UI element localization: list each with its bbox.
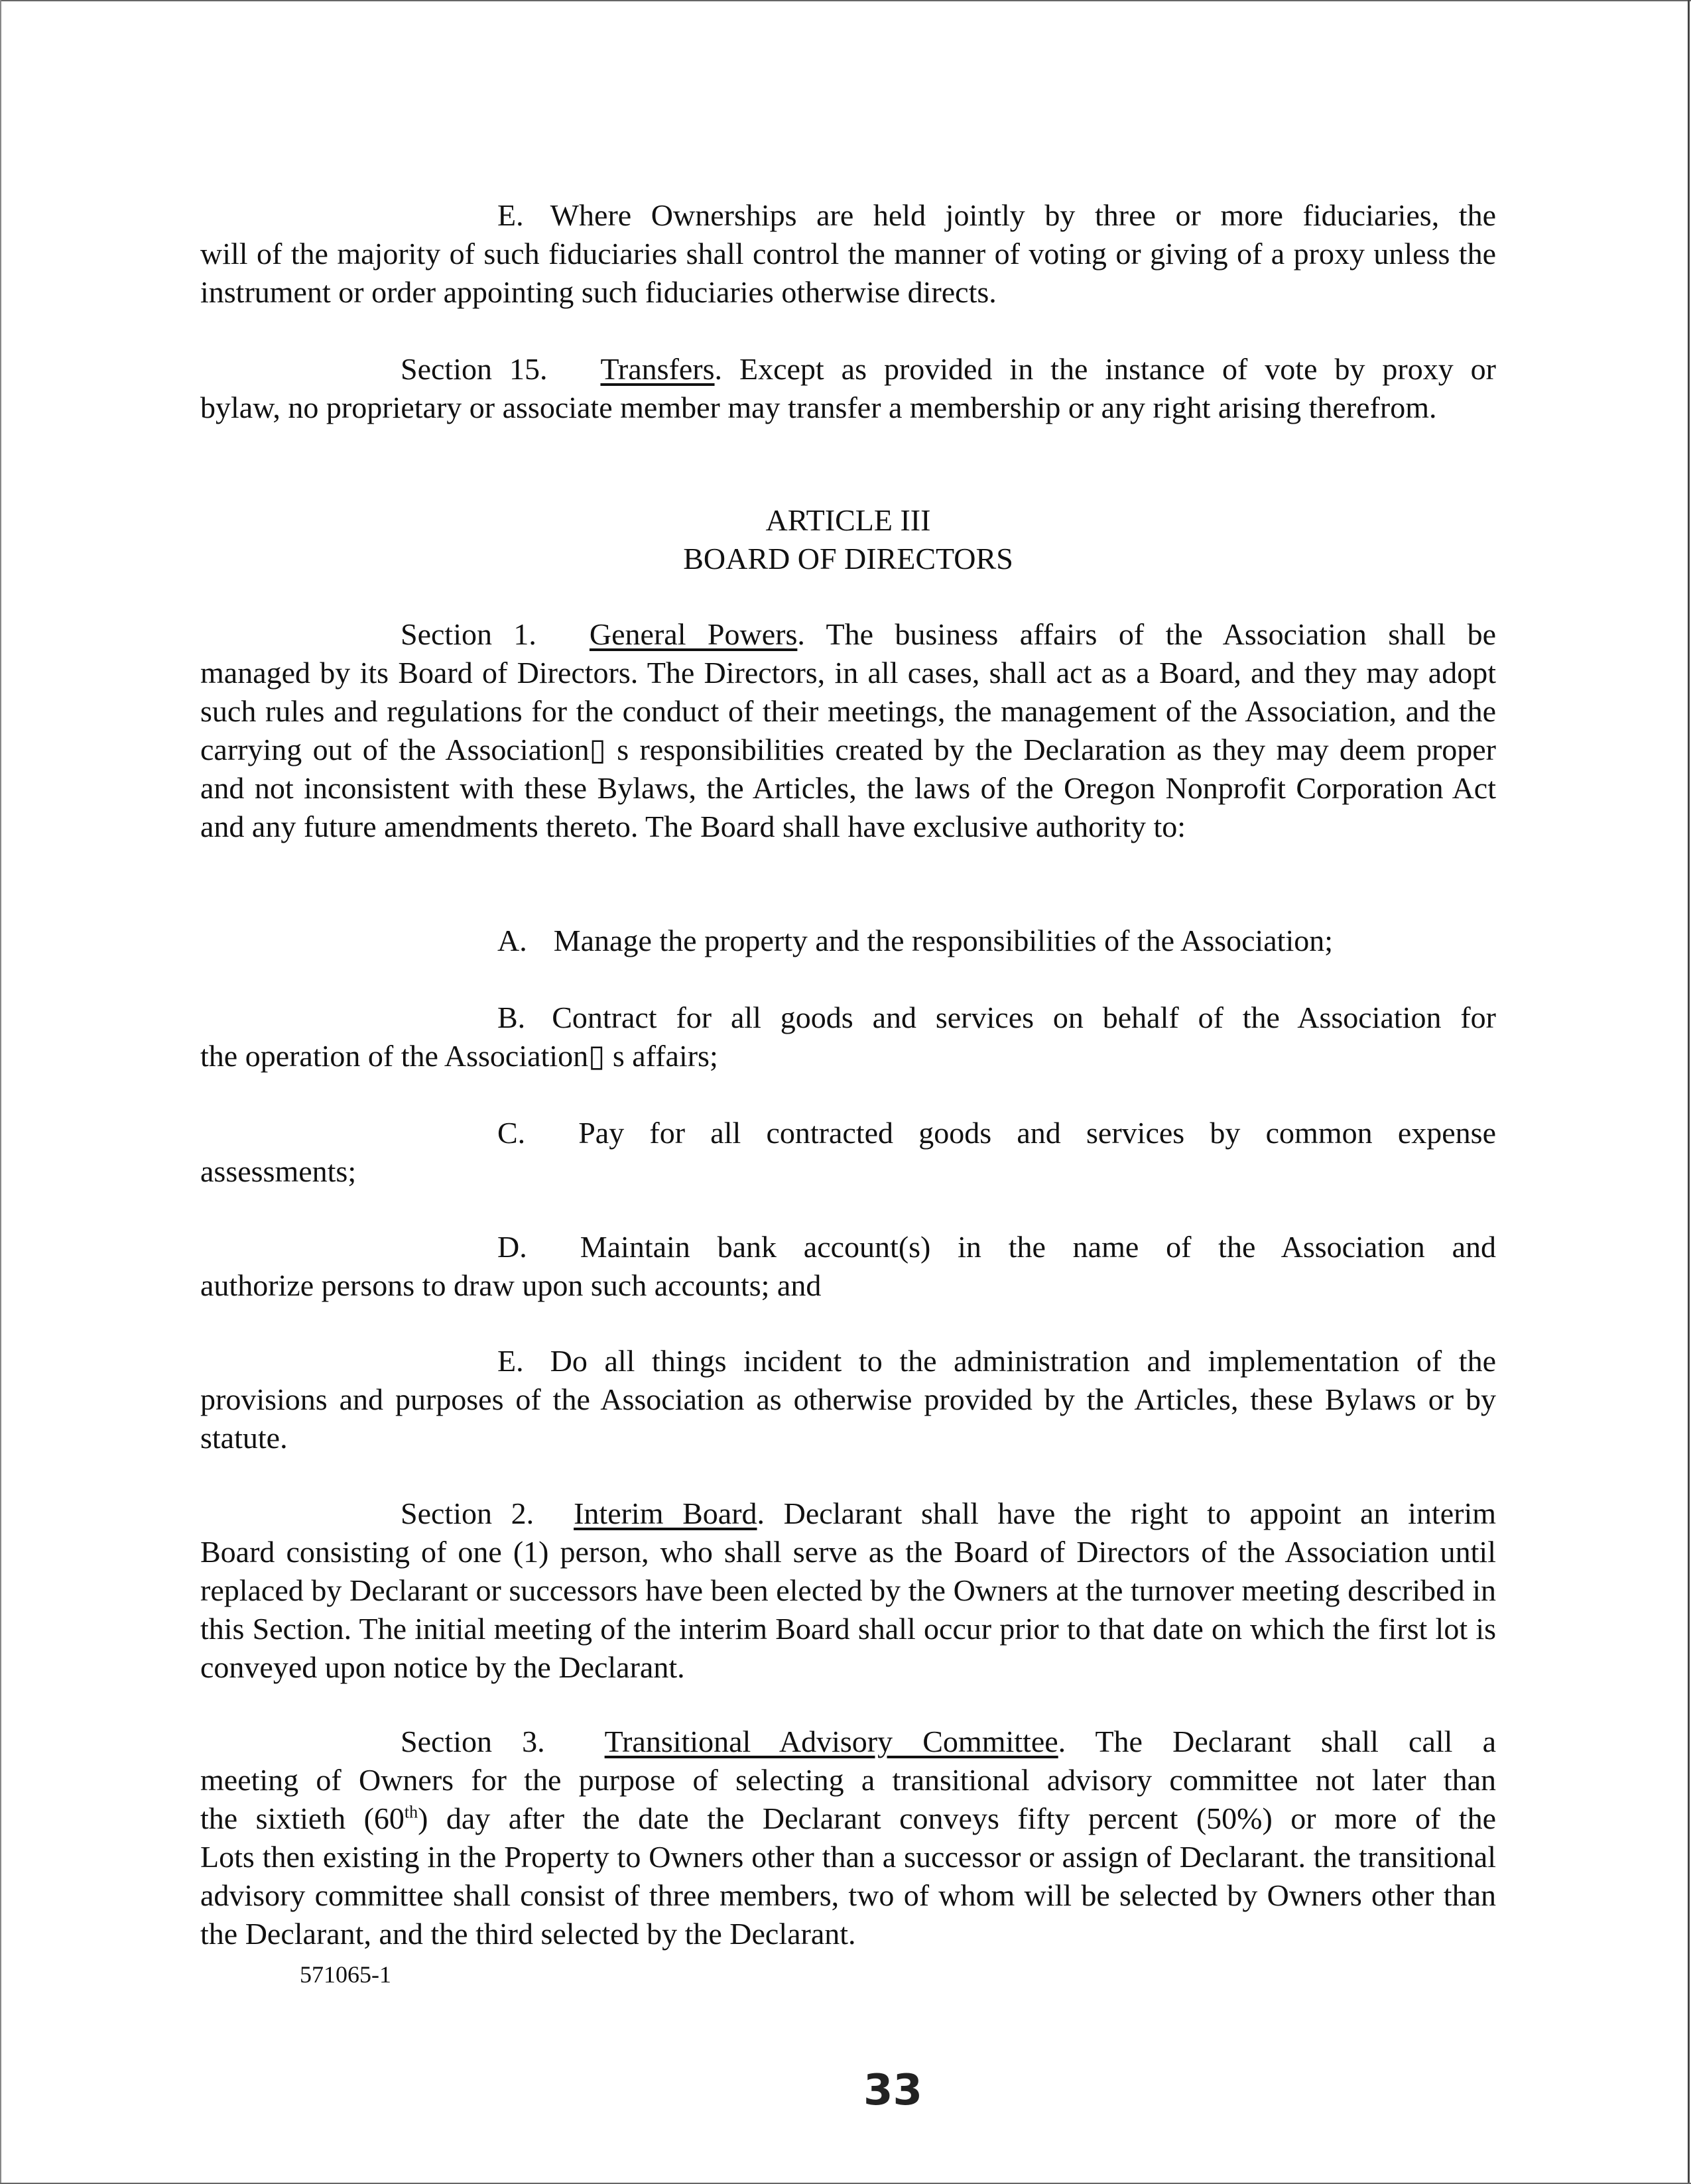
scan-border-left — [0, 0, 1, 2184]
section-text: the sixtieth (60 — [200, 1801, 405, 1835]
paragraph-text: Where Ownerships are held jointly by three or more fiduciaries, the — [550, 198, 1496, 232]
item-label: A. — [497, 924, 527, 957]
list-item-body: the operation of the Association▯ s affairs; — [200, 1039, 718, 1073]
section-first-line — [200, 350, 1496, 389]
paragraph-body: will of the majority of such fiduciaries shall control the manner of voting or giving of a proxy unless the instrument or order appointing such fiduciaries otherwise directs. — [200, 237, 1496, 309]
list-item-body: assessments; — [200, 1154, 357, 1188]
page-number: 33 — [863, 2066, 923, 2115]
section-first-line — [200, 1723, 1496, 1761]
section-body: Lots then existing in the Property to Owners other than a successor or assign of Declarant. the transitional advisory committee shall consist of three members, two of whom will be selected by Owners other than the Declarant, and the third selected by the Declarant. — [200, 1840, 1496, 1951]
section-1 — [200, 615, 1496, 846]
section-line-3 — [200, 1799, 1496, 1838]
scan-border-top — [0, 0, 1691, 1]
list-item-c — [200, 1114, 1496, 1191]
list-item-e — [200, 1342, 1496, 1457]
section-first-line — [200, 1494, 1496, 1533]
article-subtitle: BOARD OF DIRECTORS — [683, 542, 1013, 576]
article-heading — [200, 501, 1496, 578]
section-text: . Except as provided in the instance of vote by proxy or — [714, 352, 1497, 386]
section-15 — [200, 350, 1496, 427]
item-label: D. — [497, 1230, 527, 1264]
item-text: Contract for all goods and services on behalf of the Association for — [552, 1001, 1496, 1034]
section-title: Transfers — [600, 352, 715, 386]
item-text: Pay for all contracted goods and services by common expense — [578, 1116, 1496, 1150]
section-line-2: meeting of Owners for the purpose of selecting a transitional advisory committee not later than — [200, 1763, 1496, 1797]
section-body: Board consisting of one (1) person, who shall serve as the Board of Directors of the Association until replaced by Declarant or successors have been elected by the Owners at the turnover meeting described in this Section. The initial meeting of the interim Board shall occur prior to that date on which the first lot is conveyed upon notice by the Declarant. — [200, 1535, 1496, 1684]
ordinal-suffix: th — [404, 1802, 418, 1822]
section-title: Interim Board — [574, 1496, 757, 1530]
section-3 — [200, 1723, 1496, 1953]
section-first-line — [200, 615, 1496, 654]
section-title: Transitional Advisory Committee — [604, 1725, 1058, 1758]
list-item-body: authorize persons to draw upon such accounts; and — [200, 1268, 822, 1302]
item-label: E. — [497, 1344, 524, 1378]
list-item-b — [200, 999, 1496, 1075]
paragraph-fiduciaries — [200, 196, 1496, 312]
list-item-line — [200, 922, 1496, 960]
section-body: managed by its Board of Directors. The Directors, in all cases, shall act as a Board, and they may adopt such rules and regulations for the conduct of their meetings, the management of the Association, and the carrying out of the Association▯ s responsibilities created by the Declaration as they may deem proper and not inconsistent with these Bylaws, the Articles, the laws of the Oregon Nonprofit Corporation Act and any future amendments thereto. The Board shall have exclusive authority to: — [200, 656, 1496, 843]
paragraph-first-line — [200, 196, 1496, 235]
section-label: Section 1. — [401, 617, 536, 651]
list-item-line — [200, 999, 1496, 1037]
section-label: Section 3. — [401, 1725, 545, 1758]
list-item-line — [200, 1342, 1496, 1380]
section-text: . The business affairs of the Association shall be — [797, 617, 1497, 651]
section-label: Section 2. — [401, 1496, 534, 1530]
item-text: Maintain bank account(s) in the name of the Association and — [580, 1230, 1496, 1264]
list-item-body: provisions and purposes of the Association as otherwise provided by the Articles, these Bylaws or by statute. — [200, 1382, 1496, 1455]
document-number: 571065-1 — [300, 1961, 391, 1988]
section-text: . The Declarant shall call a — [1058, 1725, 1496, 1758]
list-item-d — [200, 1228, 1496, 1305]
item-label: E. — [497, 198, 524, 232]
list-item-a — [200, 922, 1496, 960]
scan-border-right — [1688, 0, 1690, 2184]
item-label: C. — [497, 1116, 526, 1150]
item-text: Manage the property and the responsibilities of the Association; — [553, 924, 1334, 957]
list-item-line — [200, 1228, 1496, 1266]
section-title: General Powers — [589, 617, 798, 651]
article-title: ARTICLE III — [765, 503, 931, 537]
section-text: ) day after the date the Declarant conveys fifty percent (50%) or more of the — [418, 1801, 1496, 1835]
section-text: . Declarant shall have the right to appoint an interim — [757, 1496, 1497, 1530]
list-item-line — [200, 1114, 1496, 1152]
item-text: Do all things incident to the administration and implementation of the — [550, 1344, 1496, 1378]
section-body: bylaw, no proprietary or associate member may transfer a membership or any right arising therefrom. — [200, 391, 1437, 424]
item-label: B. — [497, 1001, 526, 1034]
section-label: Section 15. — [401, 352, 548, 386]
section-2 — [200, 1494, 1496, 1687]
